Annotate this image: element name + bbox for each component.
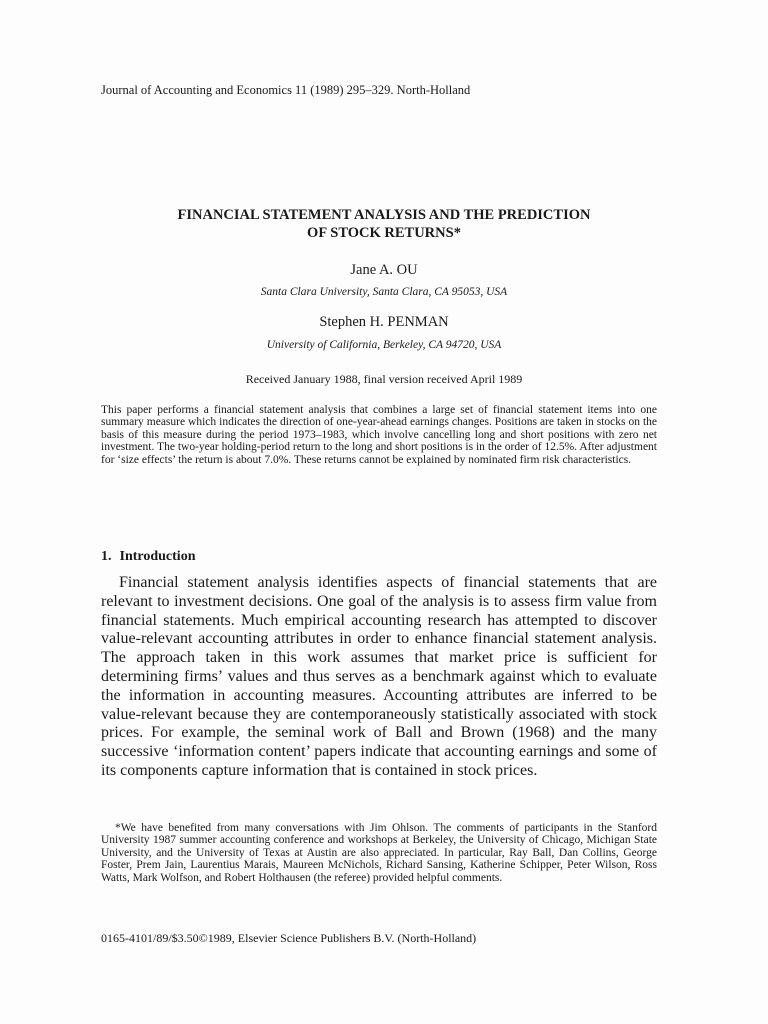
section-heading	[101, 549, 195, 565]
author-name-2: Stephen H. PENMAN	[319, 314, 449, 330]
paper-title-line-1: FINANCIAL STATEMENT ANALYSIS AND THE PREDICTION	[177, 207, 591, 223]
author-name-1: Jane A. OU	[350, 262, 418, 278]
acknowledgement-footnote: *We have benefited from many conversations with Jim Ohlson. The comments of participants in the Stanford University 1987 summer accounting conference and workshops at Berkeley, the University of Chicago, Michigan State University, and the University of Texas at Austin are also appreciated. In particular, Ray Ball, Dan Collins, George Foster, Prem Jain, Laurentius Marais, Maureen McNichols, Richard Sansing, Katherine Schipper, Peter Wilson, Ross Watts, Mark Wolfson, and Robert Holthausen (the referee) provided helpful comments.	[101, 822, 657, 884]
author-affiliation-1: Santa Clara University, Santa Clara, CA 95053, USA	[260, 286, 508, 298]
paper-title	[0, 206, 768, 242]
received-dates: Received January 1988, final version received April 1989	[245, 372, 523, 386]
paper-title-line-2: OF STOCK RETURNS*	[307, 225, 461, 241]
intro-paragraph: Financial statement analysis identifies aspects of financial statements that are relevant to investment decisions. One goal of the analysis is to assess firm value from financial statements. Much empirical accounting research has attempted to discover value-relevant accounting attributes in order to enhance financial statement analysis. The approach taken in this work assumes that market price is sufficient for determining firms’ values and thus serves as a benchmark against which to evaluate the information in accounting measures. Accounting attributes are inferred to be value-relevant because they are contemporaneously statistically associated with stock prices. For example, the seminal work of Ball and Brown (1968) and the many successive ‘information content’ papers indicate that accounting earnings and some of its components capture information that is contained in stock prices.	[101, 574, 657, 779]
section-title: Introduction	[119, 549, 196, 564]
journal-citation: Journal of Accounting and Economics 11 (1989) 295–329. North-Holland	[101, 83, 471, 97]
section-number: 1.	[101, 549, 112, 564]
author-affiliation-2: University of California, Berkeley, CA 94720, USA	[266, 339, 502, 351]
copyright-line: 0165-4101/89/$3.50©1989, Elsevier Science Publishers B.V. (North-Holland)	[101, 931, 477, 945]
abstract: This paper performs a financial statement analysis that combines a large set of financial statement items into one summary measure which indicates the direction of one-year-ahead earnings changes. Positions are taken in stocks on the basis of this measure during the period 1973–1983, which involve cancelling long and short positions with zero net investment. The two-year holding-period return to the long and short positions is in the order of 12.5%. After adjustment for ‘size effects’ the return is about 7.0%. These returns cannot be explained by nominated firm risk characteristics.	[101, 404, 657, 466]
